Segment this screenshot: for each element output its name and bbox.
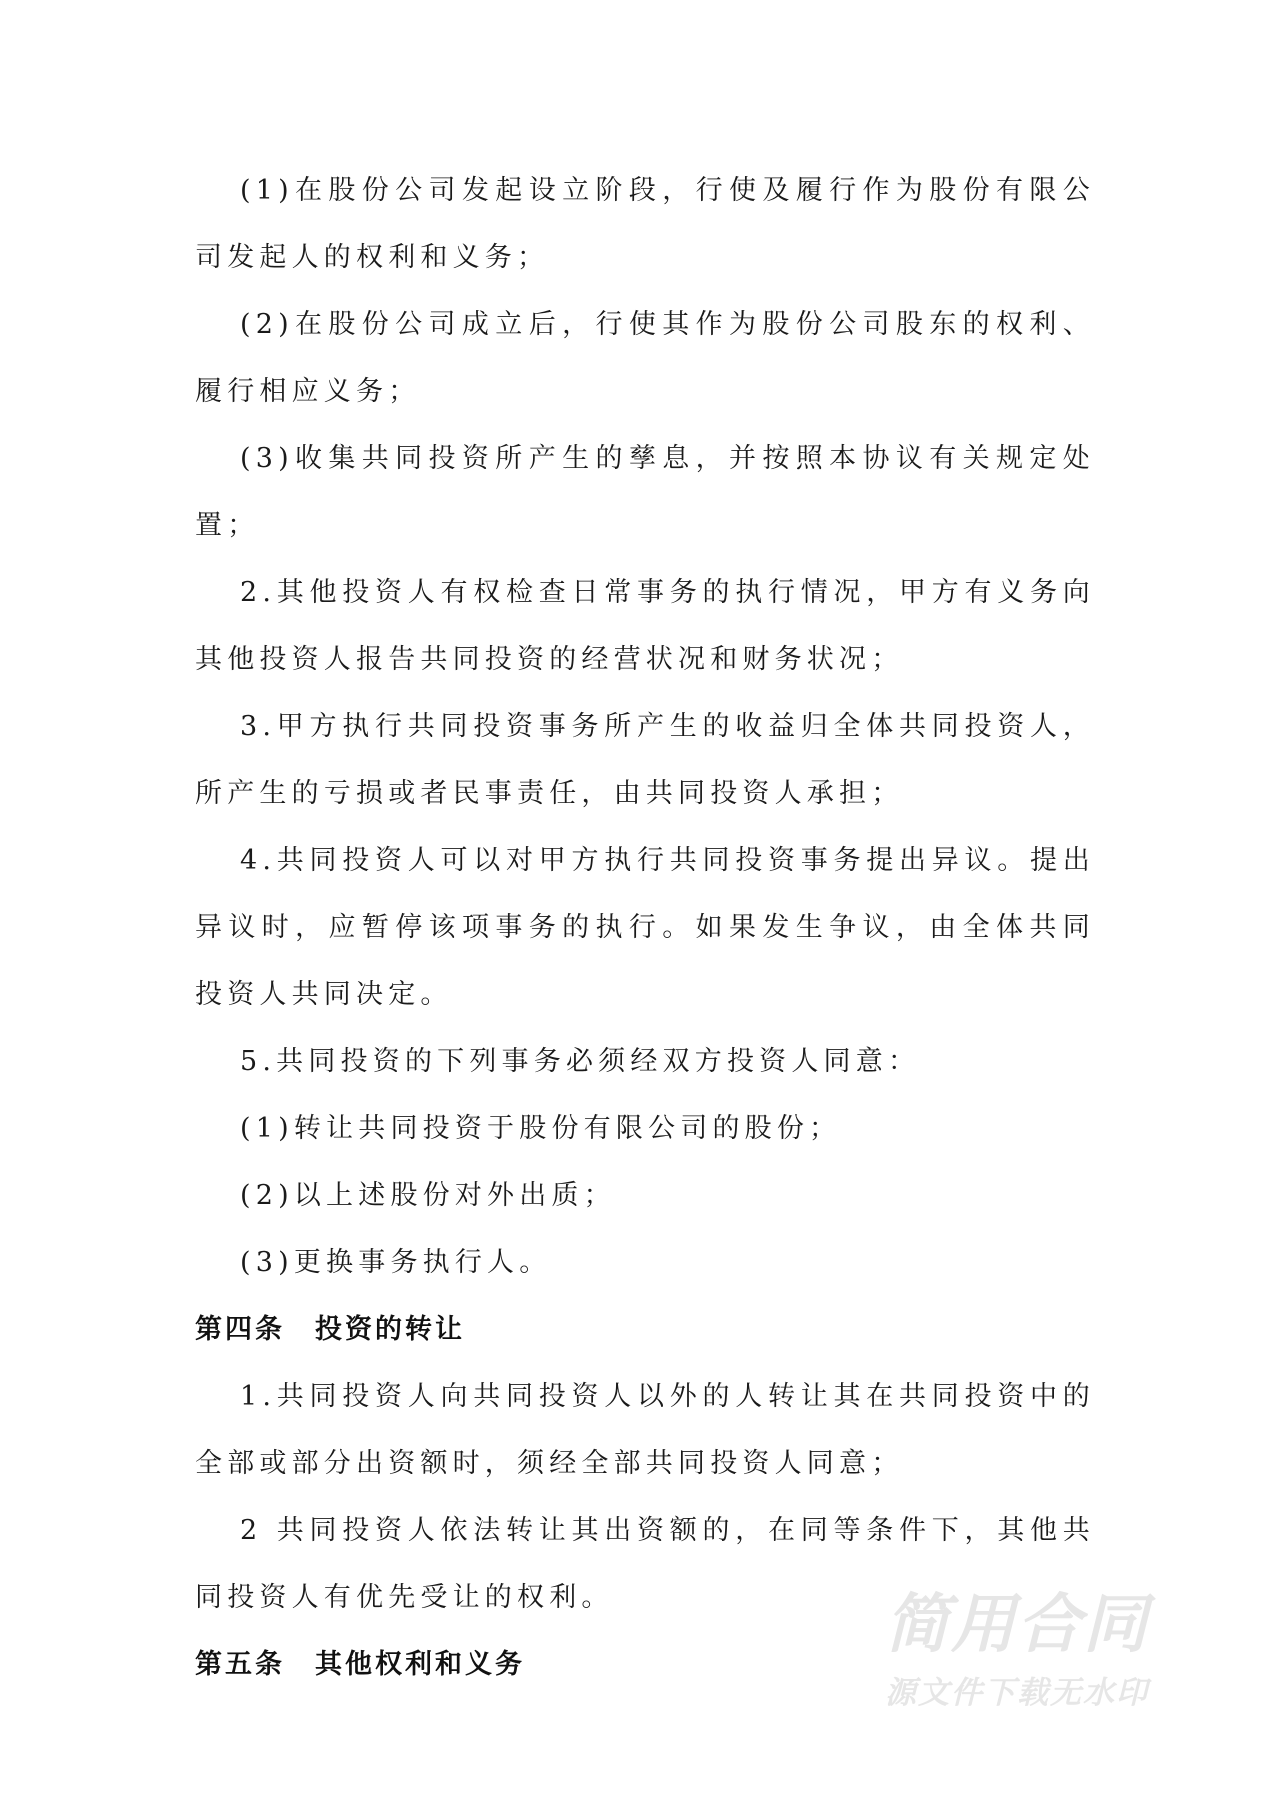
clause-paragraph: 3.甲方执行共同投资事务所产生的收益归全体共同投资人，所产生的亏损或者民事责任，由共同投资人承担；: [195, 711, 1095, 809]
watermark-subtitle: 源文件下载无水印: [885, 1675, 1149, 1711]
clause-paragraph: 4.共同投资人可以对甲方执行共同投资事务提出异议。提出异议时，应暂停该项事务的执行。如果发生争议，由全体共同投资人共同决定。: [195, 845, 1095, 1010]
clause-paragraph: (2)以上述股份对外出质；: [240, 1180, 616, 1211]
clause-paragraph: (1)转让共同投资于股份有限公司的股份；: [240, 1113, 842, 1144]
clause-paragraph: 2 共同投资人依法转让其出资额的，在同等条件下，其他共同投资人有优先受让的权利。: [195, 1515, 1095, 1613]
clause-paragraph: 1.共同投资人向共同投资人以外的人转让其在共同投资中的全部或部分出资额时，须经全部共同投资人同意；: [195, 1381, 1095, 1479]
article-title: 投资的转让: [315, 1314, 465, 1345]
article-title: 其他权利和义务: [315, 1649, 525, 1680]
clause-paragraph: 5.共同投资的下列事务必须经双方投资人同意：: [240, 1046, 921, 1077]
watermark-title: 简用合同: [885, 1588, 1149, 1662]
clause-paragraph: (2)在股份公司成立后，行使其作为股份公司股东的权利、履行相应义务；: [195, 309, 1095, 407]
clause-paragraph: (3)收集共同投资所产生的孳息，并按照本协议有关规定处置；: [195, 443, 1095, 541]
clause-paragraph: 2.其他投资人有权检查日常事务的执行情况，甲方有义务向其他投资人报告共同投资的经营状况和财务状况；: [195, 577, 1095, 675]
clause-paragraph: (1)在股份公司发起设立阶段，行使及履行作为股份有限公司发起人的权利和义务；: [195, 175, 1095, 273]
article-number: 第五条: [195, 1649, 285, 1680]
clause-paragraph: (3)更换事务执行人。: [240, 1247, 552, 1278]
article-number: 第四条: [195, 1314, 285, 1345]
watermark: [885, 1585, 1185, 1715]
document-body: [195, 157, 1095, 1698]
article-heading-4: [195, 1296, 1095, 1363]
